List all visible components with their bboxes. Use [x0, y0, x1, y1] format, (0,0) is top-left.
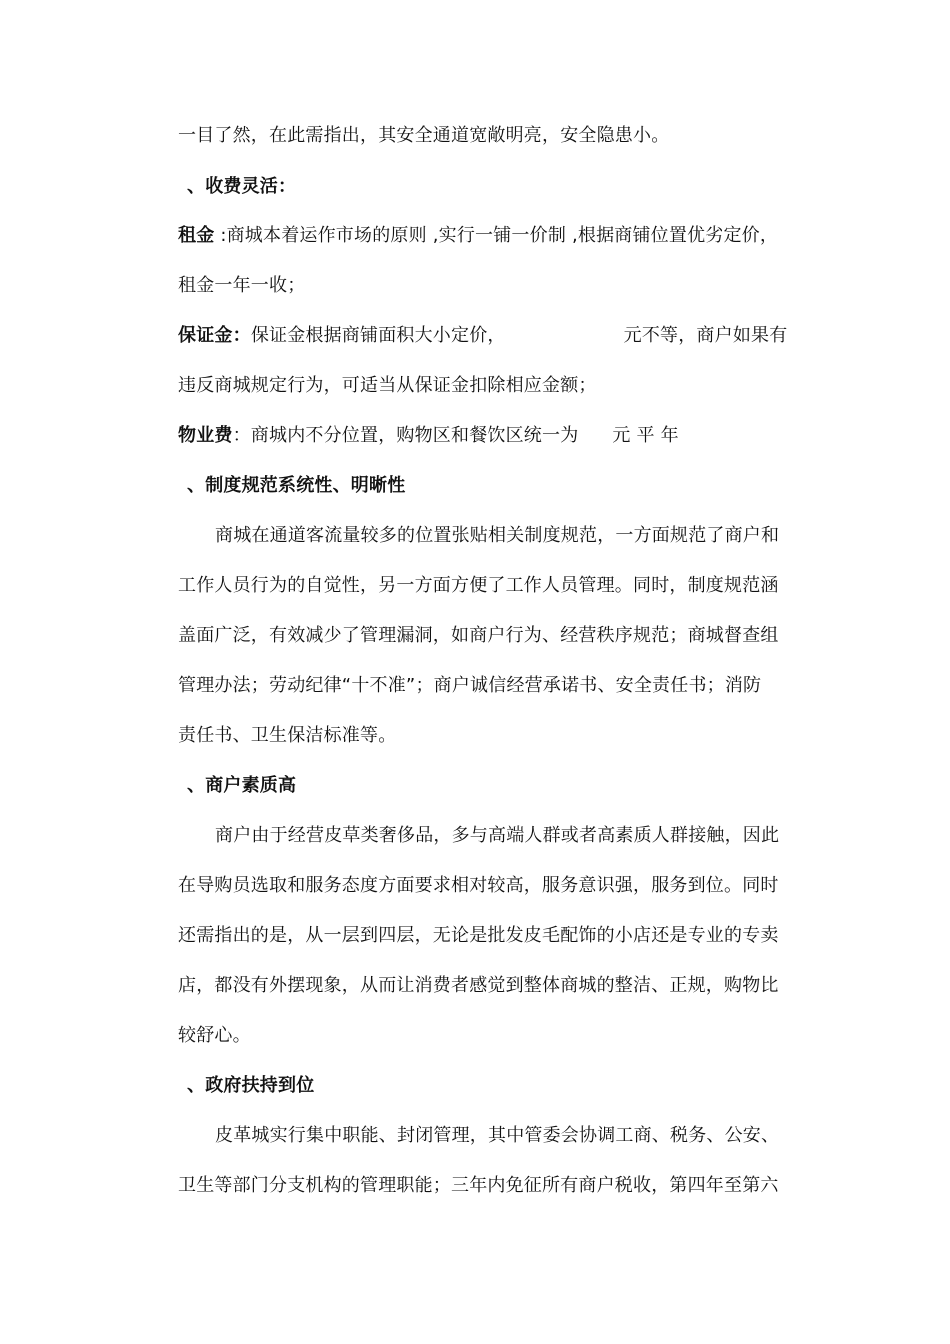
- deposit-line: [178, 324, 818, 348]
- section-heading-fees: 、收费灵活：: [187, 176, 297, 197]
- paragraph-line: 盖面广泛，有效减少了管理漏洞，如商户行为、经营秩序规范；商城督查组: [178, 625, 779, 646]
- deposit-text: 保证金根据商铺面积大小定价，: [250, 325, 506, 346]
- rent-label: 租金: [178, 225, 215, 246]
- section-heading-merchants: 、商户素质高: [187, 775, 297, 796]
- section-heading-government: 、政府扶持到位: [187, 1075, 315, 1096]
- paragraph-line: 一目了然，在此需指出，其安全通道宽敞明亮，安全隐患小。: [178, 125, 670, 146]
- deposit-label: 保证金：: [178, 325, 251, 346]
- paragraph-line: 商城在通道客流量较多的位置张贴相关制度规范，一方面规范了商户和: [215, 525, 780, 546]
- paragraph-line: 责任书、卫生保洁标准等。: [178, 725, 397, 746]
- paragraph-line: 工作人员行为的自觉性，另一方面方便了工作人员管理。同时，制度规范涵: [178, 575, 779, 596]
- paragraph-line: 违反商城规定行为，可适当从保证金扣除相应金额；: [178, 375, 597, 396]
- rent-text: :商城本着运作市场的原则 ,实行一铺一价制 ,根据商铺位置优劣定价，: [214, 225, 779, 246]
- paragraph-line: 皮革城实行集中职能、封闭管理，其中管委会协调工商、税务、公安、: [215, 1125, 780, 1146]
- property-fee-line: [178, 424, 818, 448]
- property-fee-text: ：商城内不分位置，购物区和餐饮区统一为: [232, 425, 579, 446]
- paragraph-line: 商户由于经营皮草类奢侈品，多与高端人群或者高素质人群接触，因此: [215, 825, 780, 846]
- paragraph-line: 在导购员选取和服务态度方面要求相对较高，服务意识强，服务到位。同时: [178, 875, 779, 896]
- paragraph-line: 租金一年一收；: [178, 275, 306, 296]
- section-heading-rules: 、制度规范系统性、明晰性: [187, 475, 406, 496]
- rent-line: [178, 224, 818, 248]
- paragraph-line: 还需指出的是，从一层到四层，无论是批发皮毛配饰的小店还是专业的专卖: [178, 925, 779, 946]
- property-fee-units: 元 平 年: [612, 425, 679, 446]
- paragraph-line: 管理办法；劳动纪律“十不准”；商户诚信经营承诺书、安全责任书；消防: [178, 675, 762, 696]
- paragraph-line: 较舒心。: [178, 1025, 251, 1046]
- property-fee-label: 物业费: [178, 425, 233, 446]
- paragraph-line: 卫生等部门分支机构的管理职能；三年内免征所有商户税收，第四年至第六: [178, 1175, 779, 1196]
- paragraph-line: 店，都没有外摆现象，从而让消费者感觉到整体商城的整洁、正规，购物比: [178, 975, 779, 996]
- deposit-text-after: 元不等，商户如果有: [623, 325, 788, 346]
